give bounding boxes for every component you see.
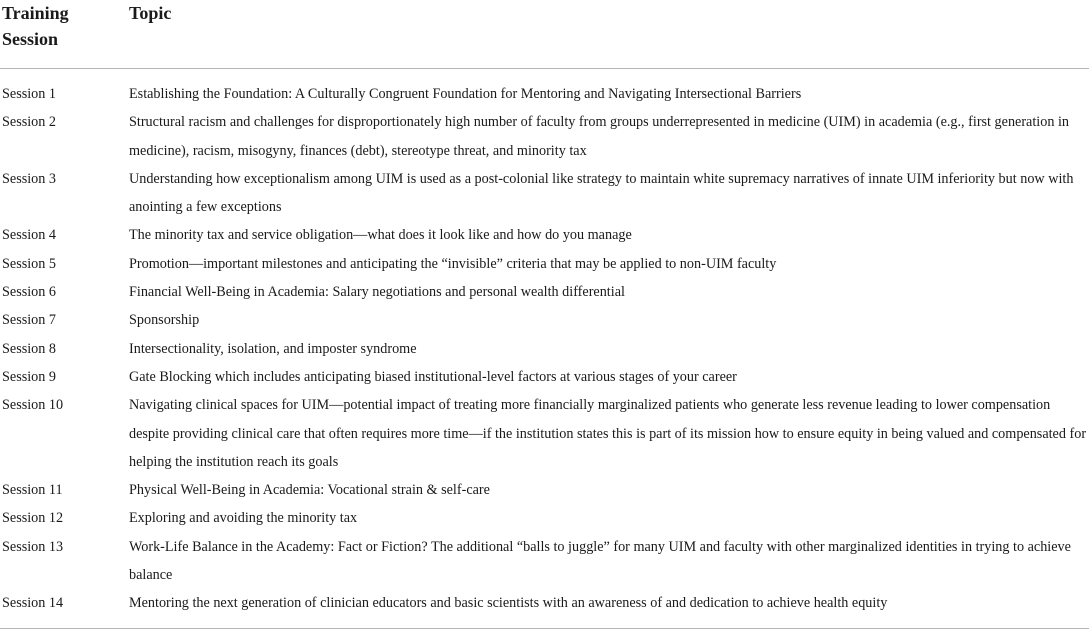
session-cell: Session 9 [2, 368, 56, 385]
table-row [0, 221, 1089, 249]
topic-cell: Financial Well-Being in Academia: Salary negotiations and personal wealth differential [129, 284, 625, 301]
session-cell: Session 12 [2, 510, 64, 527]
table-row [0, 108, 1089, 165]
topic-cell: Physical Well-Being in Academia: Vocational strain & self-care [129, 482, 490, 499]
topic-cell: Sponsorship [129, 312, 200, 329]
session-cell: Session 4 [2, 227, 56, 244]
header-training-session: Training Session [0, 0, 129, 69]
topic-cell: Navigating clinical spaces for UIM—potential impact of treating more financially marginalized patients who generate less revenue leading to lower compensation despite providing clinical care that often requires more time—if the institution states this is part of its mission how to ensure equity in being valued and compensated for helping the institution reach its goals [129, 397, 1087, 470]
topic-cell: The minority tax and service obligation—what does it look like and how do you manage [129, 227, 632, 244]
table-row [0, 335, 1089, 363]
header-topic: Topic [129, 0, 1089, 69]
topic-cell: Structural racism and challenges for disproportionately high number of faculty from groups underrepresented in medicine (UIM) in academia (e.g., first generation in medicine), racism, misogyny, finances (debt), stereotype threat, and minority tax [129, 114, 1070, 159]
topic-cell: Gate Blocking which includes anticipating biased institutional-level factors at various stages of your career [129, 368, 737, 385]
topic-cell: Intersectionality, isolation, and imposter syndrome [129, 340, 417, 357]
table-row [0, 69, 1089, 109]
session-cell: Session 6 [2, 284, 56, 301]
session-cell: Session 8 [2, 340, 56, 357]
session-cell: Session 2 [2, 114, 56, 131]
table-row [0, 476, 1089, 504]
session-cell: Session 3 [2, 170, 56, 187]
topic-cell: Exploring and avoiding the minority tax [129, 510, 358, 527]
table-row [0, 363, 1089, 391]
table-bottom-rule [0, 628, 1089, 629]
topic-cell: Promotion—important milestones and anticipating the “invisible” criteria that may be applied to non-UIM faculty [129, 255, 777, 272]
topic-cell: Mentoring the next generation of clinician educators and basic scientists with an awareness of and dedication to achieve health equity [129, 595, 888, 612]
table-row [0, 533, 1089, 590]
table-row [0, 391, 1089, 476]
topic-cell: Establishing the Foundation: A Culturally Congruent Foundation for Mentoring and Navigating Intersectional Barriers [129, 86, 802, 102]
table-row [0, 250, 1089, 278]
table-row [0, 165, 1089, 222]
table-row [0, 306, 1089, 334]
session-cell: Session 10 [2, 397, 64, 414]
topic-cell: Work-Life Balance in the Academy: Fact or Fiction? The additional “balls to juggle” for many UIM and faculty with other marginalized identities in trying to achieve balance [129, 538, 1071, 584]
table-row [0, 278, 1089, 306]
topic-cell: Understanding how exceptionalism among UIM is used as a post-colonial like strategy to maintain white supremacy narratives of innate UIM inferiority but now with anointing a few exceptions [129, 170, 1074, 216]
session-cell: Session 5 [2, 255, 56, 272]
table-row [0, 504, 1089, 532]
session-cell: Session 1 [2, 86, 56, 102]
header-row [0, 0, 1089, 69]
session-cell: Session 14 [2, 595, 64, 612]
session-cell: Session 13 [2, 538, 64, 555]
table-header [0, 0, 1089, 69]
session-cell: Session 7 [2, 312, 56, 329]
session-cell: Session 11 [2, 482, 63, 499]
table-row [0, 589, 1089, 617]
table-body [0, 69, 1089, 618]
